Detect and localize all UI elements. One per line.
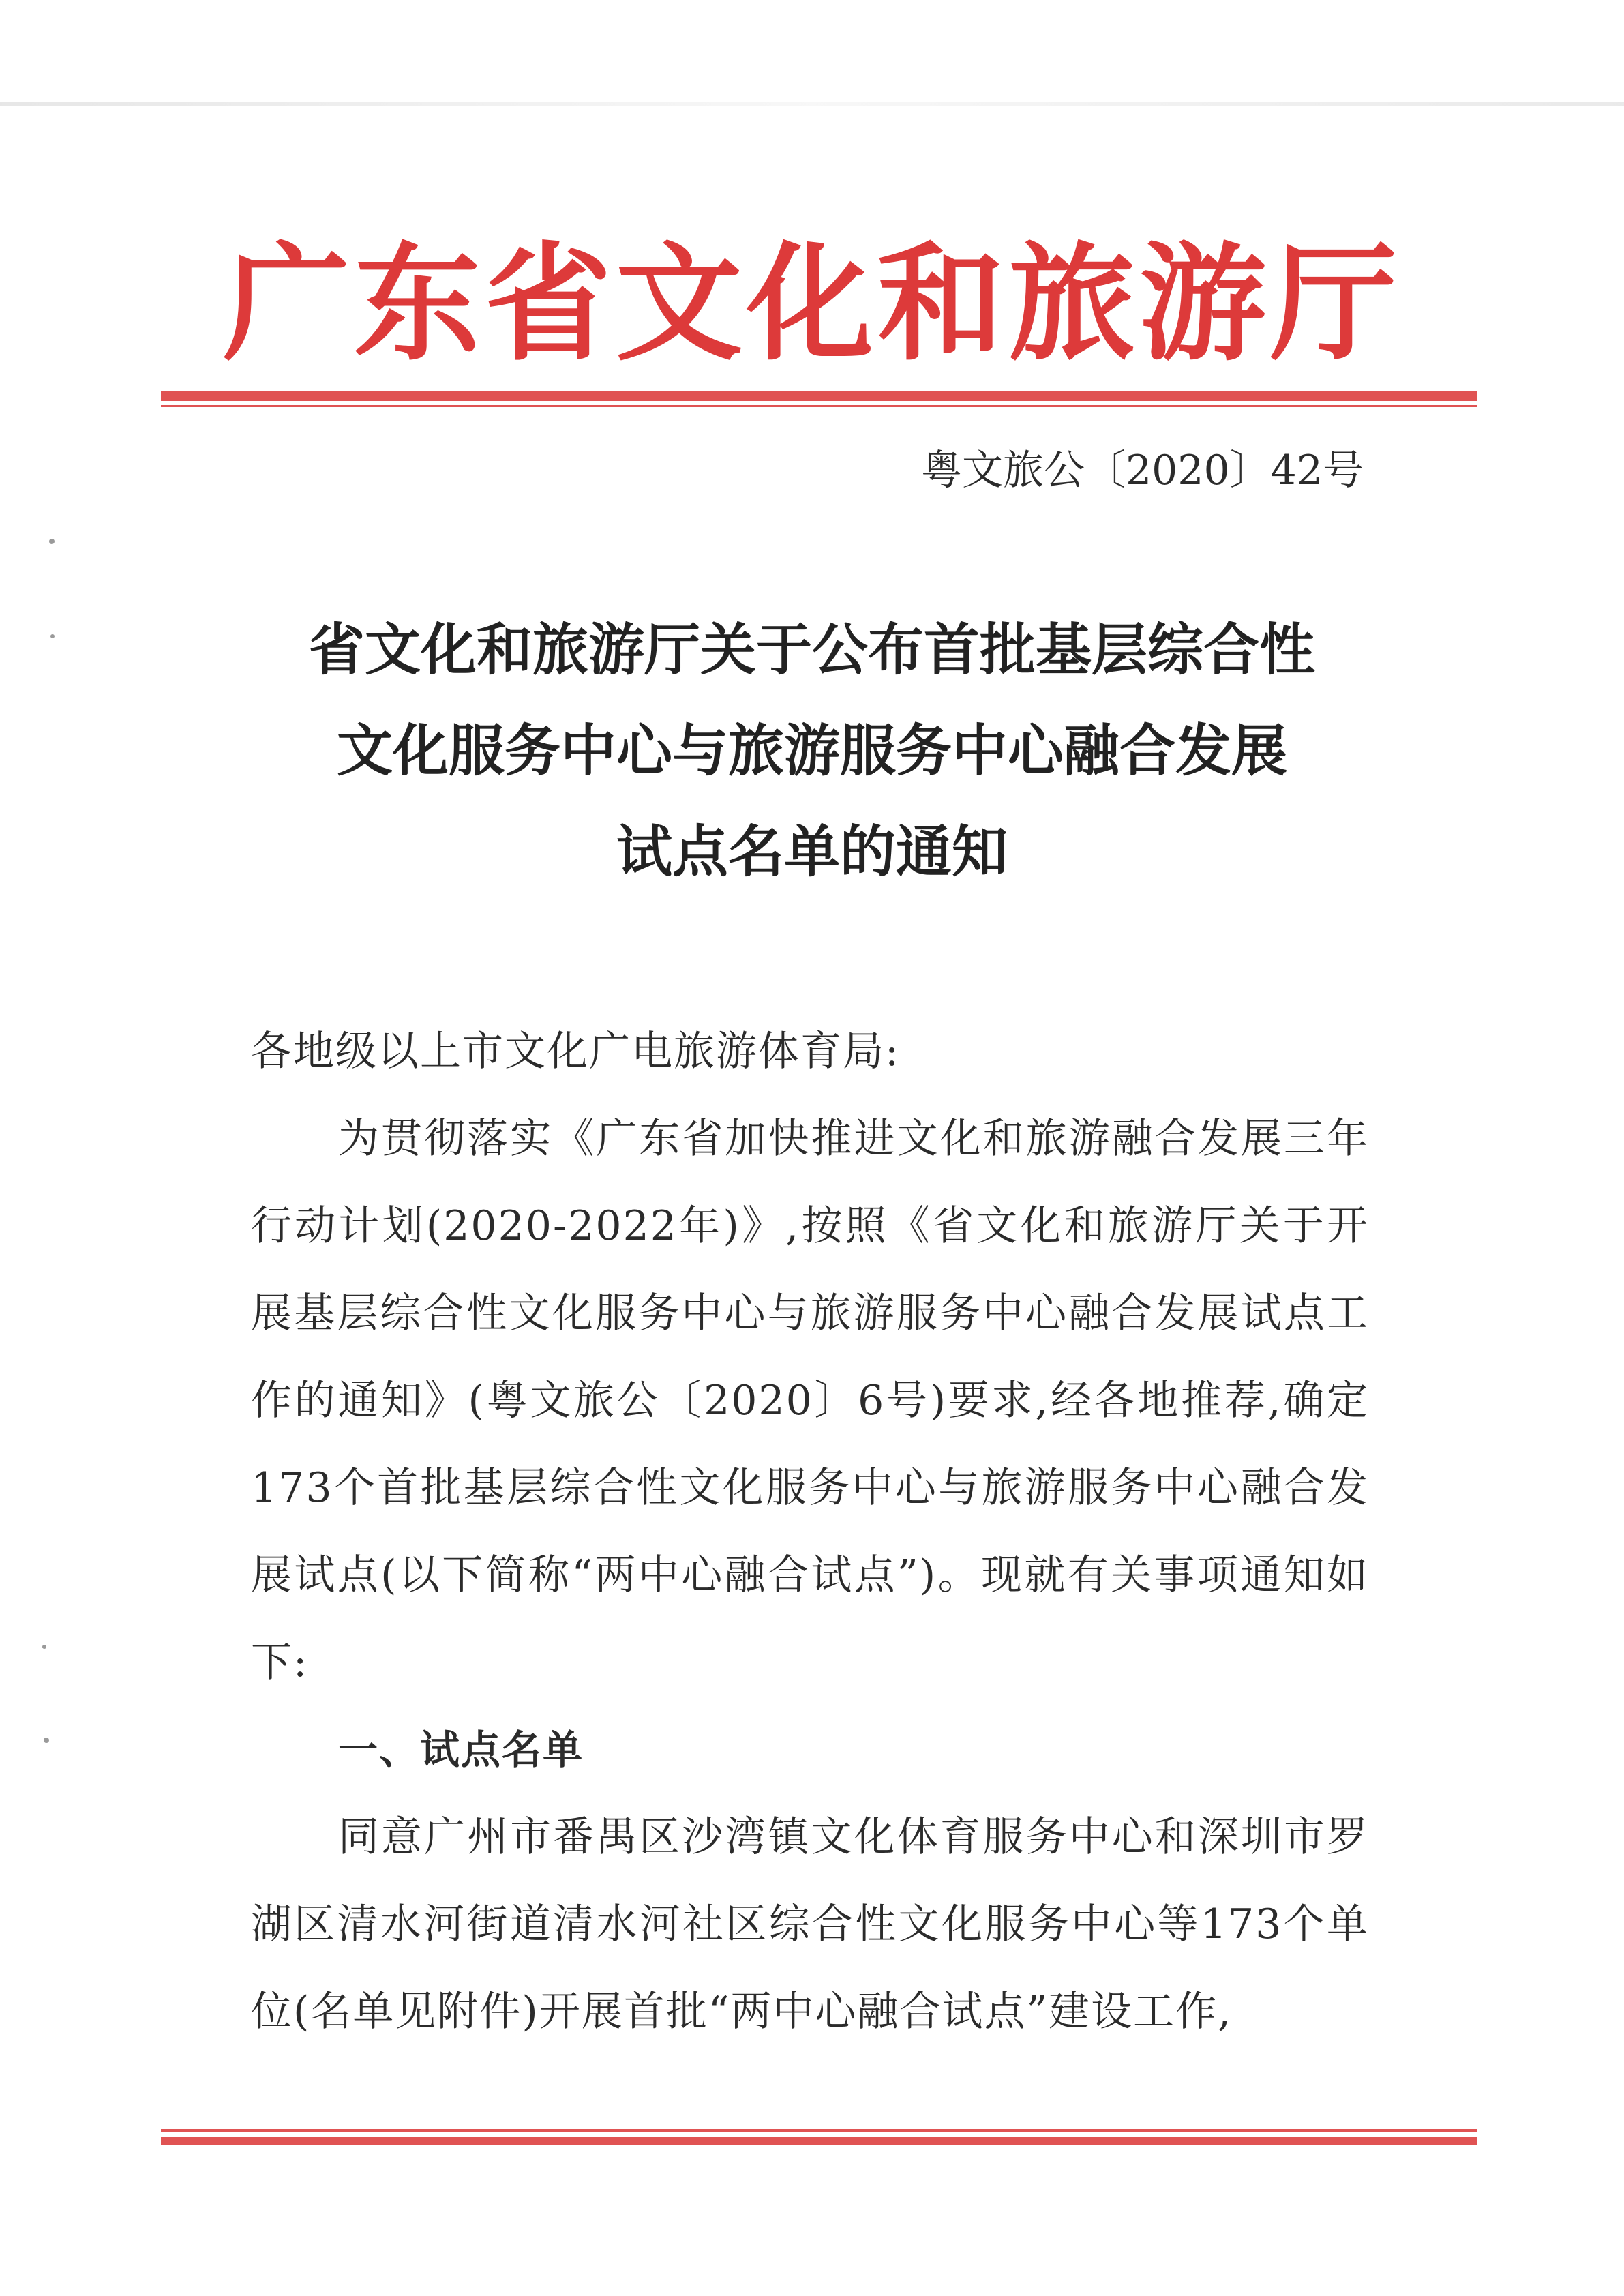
scan-speck: [44, 1738, 49, 1743]
scan-speck: [42, 1645, 46, 1649]
salutation: 各地级以上市文化广电旅游体育局:: [251, 1028, 901, 1075]
intro-paragraph: 为贯彻落实《广东省加快推进文化和旅游融合发展三年行动计划(2020-2022年)》,按照《省文化和旅游厅关于开展基层综合性文化服务中心与旅游服务中心融合发展试点工作的通知》(粤文旅公〔2020〕6号)要求,经各地推荐,确定173个首批基层综合性文化服务中心与旅游服务中心融合发展试点(以下简称“两中心融合试点”)。现就有关事项通知如下:: [251, 1115, 1369, 1686]
footer-divider: [161, 2129, 1477, 2132]
document-title: [205, 600, 1419, 903]
scan-speck: [49, 539, 55, 544]
issuer-name: 广东省文化和旅游厅: [222, 228, 1401, 378]
section-1-paragraph: 同意广州市番禺区沙湾镇文化体育服务中心和深圳市罗湖区清水河街道清水河社区综合性文化服务中心等173个单位(名单见附件)开展首批“两中心融合试点”建设工作,: [251, 1813, 1369, 2036]
document-number: 粤文旅公〔2020〕42号: [920, 447, 1364, 494]
letterhead: [161, 225, 1463, 382]
letterhead-divider: [161, 391, 1477, 401]
title-line-2: 文化服务中心与旅游服务中心融合发展: [336, 719, 1287, 784]
scan-artifact-line: [0, 102, 1624, 106]
section-heading-1: 一、试点名单: [338, 1727, 584, 1773]
scan-speck: [50, 634, 55, 638]
title-line-1: 省文化和旅游厅关于公布首批基层综合性: [308, 618, 1315, 683]
title-line-3: 试点名单的通知: [616, 820, 1008, 884]
document-body: [251, 1008, 1369, 2055]
